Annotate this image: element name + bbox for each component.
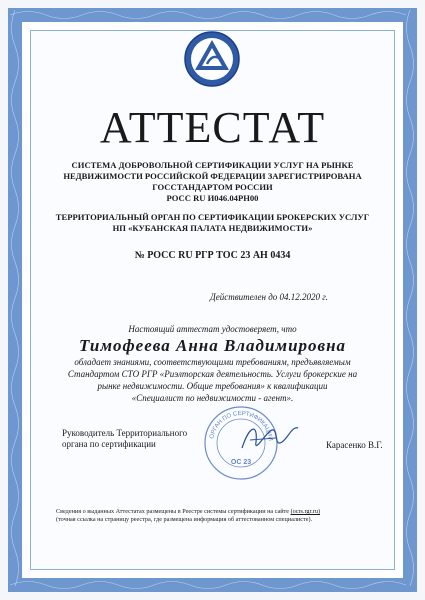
certifies-statement: Настоящий аттестат удостоверяет, что — [128, 324, 297, 334]
organ-line-2: НП «КУБАНСКАЯ ПАЛАТА НЕДВИЖИМОСТИ» — [112, 223, 313, 233]
body-line-1: обладает знаниями, соответствующими требованиям, предъявляемым — [74, 357, 351, 367]
certificate-number: № РОСС RU РГР ТОС 23 АН 0434 — [134, 250, 291, 261]
system-line-1: СИСТЕМА ДОБРОВОЛЬНОЙ СЕРТИФИКАЦИИ УСЛУГ НА РЫНКЕ — [71, 160, 354, 170]
stamp-code: ОС 23 — [230, 459, 252, 466]
body-line-3: рынке недвижимости. Общие требования» к квалификации — [97, 381, 328, 391]
system-line-3: ГОССТАНДАРТОМ РОССИИ — [152, 182, 273, 192]
system-line-2: НЕДВИЖИМОСТИ РОССИЙСКОЙ ФЕДЕРАЦИИ ЗАРЕГИСТРИРОВАНА — [63, 171, 362, 181]
signatory-title — [62, 428, 212, 450]
signatory-name: Карасенко В.Г. — [326, 440, 383, 450]
footer-line-1 — [56, 508, 376, 516]
body-line-4: «Специалист по недвижимости - агент». — [131, 393, 294, 403]
body-line-2: Стандартом СТО РГР «Риэлторская деятельность. Услуги брокерские на — [67, 369, 358, 379]
handwritten-signature — [236, 418, 302, 458]
valid-until: Действителен до 04.12.2020 г. — [210, 292, 328, 302]
footer-text: Сведения о выданных Аттестатах размещены в Реестре системы сертификации на сайте — [56, 508, 290, 515]
system-registration-code: РОСС RU И046.04РН00 — [166, 193, 259, 203]
stamp-arc-text: ОРГАН ПО СЕРТИФИКАЦИИ — [209, 410, 273, 442]
certificate-title: АТТЕСТАТ — [99, 103, 326, 152]
signatory-line-1: Руководитель Территориального — [62, 428, 188, 438]
registry-link[interactable]: (ocrs.rgr.ru) — [290, 508, 321, 515]
footer-line-2: (точная ссылка на страницу реестра, где размещена информация об аттестованном специалисте). — [56, 516, 313, 523]
organ-line-1: ТЕРРИТОРИАЛЬНЫЙ ОРГАН ПО СЕРТИФИКАЦИИ БРОКЕРСКИХ УСЛУГ — [55, 212, 370, 222]
certification-logo — [183, 30, 241, 88]
footer-note — [56, 508, 376, 524]
person-name: Тимофеева Анна Владимировна — [78, 336, 347, 355]
signatory-line-2: органа по сертификации — [62, 439, 156, 449]
